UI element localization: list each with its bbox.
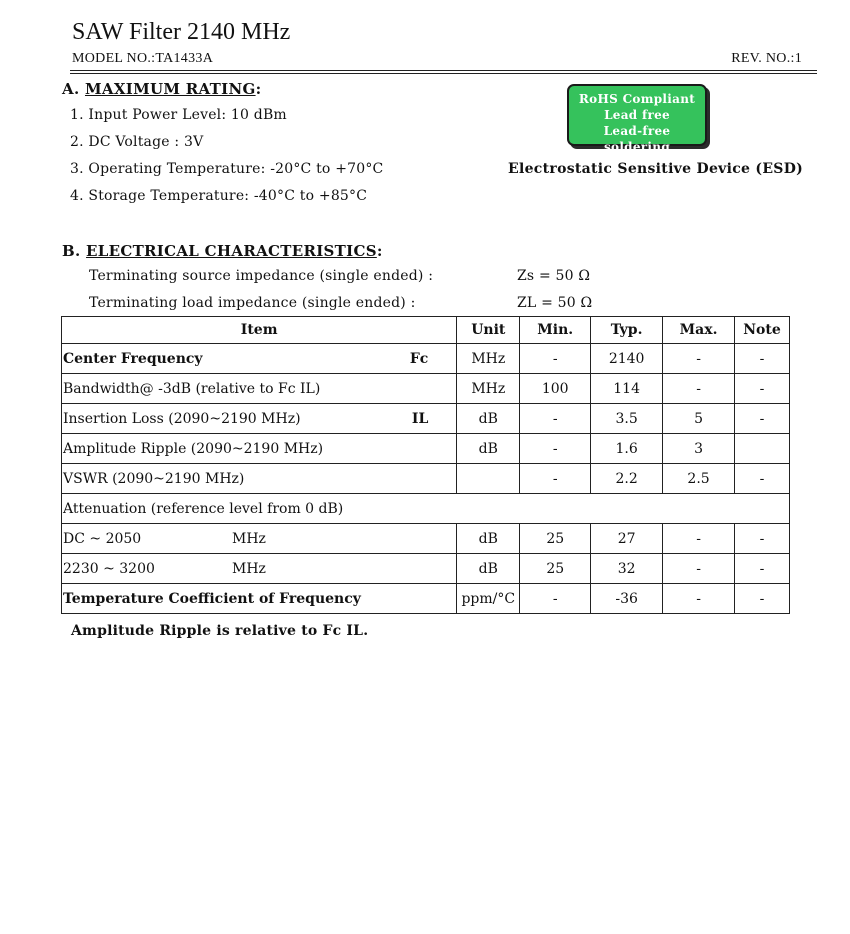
- row-typ: 2140: [591, 344, 663, 374]
- row-min: 100: [520, 374, 591, 404]
- rating-item-4: 4. Storage Temperature: -40°C to +85°C: [70, 188, 368, 204]
- row-typ: 2.2: [591, 464, 663, 494]
- attenuation-row: [62, 494, 790, 524]
- row-typ: 32: [591, 554, 663, 584]
- section-b-prefix: B.: [62, 242, 87, 260]
- table-row: [62, 524, 790, 554]
- esd-label: Electrostatic Sensitive Device (ESD): [508, 161, 804, 177]
- row-range-unit: MHz: [232, 560, 266, 577]
- row-max: -: [663, 344, 735, 374]
- row-item: [62, 554, 457, 584]
- row-item: Temperature Coefficient of Frequency: [62, 584, 457, 614]
- row-unit: dB: [457, 404, 520, 434]
- row-max: 2.5: [663, 464, 735, 494]
- section-b-title: ELECTRICAL CHARACTERISTICS: [86, 242, 377, 260]
- row-note: -: [735, 404, 790, 434]
- source-impedance-value: Zs = 50 Ω: [517, 268, 591, 284]
- row-note: -: [735, 344, 790, 374]
- badge-line-3: Lead-free soldering: [603, 124, 671, 154]
- row-note: -: [735, 464, 790, 494]
- row-min: -: [520, 464, 591, 494]
- row-item-label: Bandwidth@ -3dB (relative to Fc IL): [63, 380, 321, 397]
- header-max: Max.: [663, 317, 735, 344]
- header-unit: Unit: [457, 317, 520, 344]
- row-range: DC ~ 2050: [63, 530, 142, 547]
- row-unit: [457, 464, 520, 494]
- attenuation-label: Attenuation (reference level from 0 dB): [62, 494, 790, 524]
- row-unit: MHz: [457, 344, 520, 374]
- row-max: -: [663, 554, 735, 584]
- table-row: [62, 374, 790, 404]
- header-note: Note: [735, 317, 790, 344]
- row-note: -: [735, 524, 790, 554]
- row-typ: 3.5: [591, 404, 663, 434]
- section-b-suffix: :: [376, 242, 383, 260]
- row-range-unit: MHz: [232, 530, 266, 547]
- badge-line-2: Lead free: [604, 108, 670, 122]
- document-title: SAW Filter 2140 MHz: [72, 19, 291, 45]
- row-unit: dB: [457, 524, 520, 554]
- row-item: [62, 524, 457, 554]
- row-min: -: [520, 344, 591, 374]
- row-unit: dB: [457, 554, 520, 584]
- section-a-heading: [62, 80, 261, 98]
- row-min: -: [520, 404, 591, 434]
- row-typ: 27: [591, 524, 663, 554]
- row-note: [735, 434, 790, 464]
- rating-item-2: 2. DC Voltage : 3V: [70, 134, 204, 150]
- table-row: [62, 434, 790, 464]
- table-row: [62, 404, 790, 434]
- source-impedance-label: Terminating source impedance (single ended) :: [89, 268, 434, 284]
- row-typ: 1.6: [591, 434, 663, 464]
- load-impedance-label: Terminating load impedance (single ended) :: [89, 295, 416, 311]
- table-row: [62, 584, 790, 614]
- table-row: [62, 344, 790, 374]
- header-item: Item: [62, 317, 457, 344]
- row-max: 5: [663, 404, 735, 434]
- rohs-badge: [567, 84, 707, 154]
- model-number: MODEL NO.:TA1433A: [72, 51, 214, 66]
- rating-item-3: 3. Operating Temperature: -20°C to +70°C: [70, 161, 384, 177]
- footnote: Amplitude Ripple is relative to Fc IL.: [71, 623, 369, 639]
- row-min: 25: [520, 554, 591, 584]
- rating-item-1: 1. Input Power Level: 10 dBm: [70, 107, 287, 123]
- row-note: -: [735, 554, 790, 584]
- header-rule-bottom: [70, 73, 817, 74]
- row-item-label: Insertion Loss (2090~2190 MHz): [63, 410, 301, 427]
- row-item: [62, 374, 457, 404]
- row-typ: 114: [591, 374, 663, 404]
- row-unit: MHz: [457, 374, 520, 404]
- section-a-suffix: :: [255, 80, 262, 98]
- row-item-label: Amplitude Ripple (2090~2190 MHz): [63, 440, 324, 457]
- row-min: 25: [520, 524, 591, 554]
- row-item: [62, 404, 457, 434]
- row-min: -: [520, 584, 591, 614]
- row-symbol: Fc: [409, 350, 429, 367]
- section-a-prefix: A.: [62, 80, 85, 98]
- row-unit: dB: [457, 434, 520, 464]
- row-range: 2230 ~ 3200: [63, 560, 155, 577]
- table-row: [62, 554, 790, 584]
- row-max: -: [663, 584, 735, 614]
- header-min: Min.: [520, 317, 591, 344]
- row-unit: ppm/°C: [457, 584, 520, 614]
- row-item: [62, 434, 457, 464]
- row-item-label: VSWR (2090~2190 MHz): [63, 470, 245, 487]
- badge-line-1: RoHS Compliant: [578, 92, 696, 106]
- table-header-row: [62, 317, 790, 344]
- row-max: 3: [663, 434, 735, 464]
- header-typ: Typ.: [591, 317, 663, 344]
- electrical-characteristics-table: [61, 316, 790, 614]
- row-symbol: IL: [411, 410, 429, 427]
- header-rule-top: [70, 70, 817, 71]
- row-item-label: Center Frequency: [63, 350, 203, 367]
- row-typ: -36: [591, 584, 663, 614]
- section-b-heading: [62, 242, 383, 260]
- row-item: [62, 344, 457, 374]
- row-max: -: [663, 524, 735, 554]
- row-max: -: [663, 374, 735, 404]
- load-impedance-value: ZL = 50 Ω: [517, 295, 593, 311]
- row-item: [62, 464, 457, 494]
- revision-number: REV. NO.:1: [731, 51, 802, 66]
- section-a-title: MAXIMUM RATING: [84, 80, 256, 98]
- row-note: -: [735, 584, 790, 614]
- row-note: -: [735, 374, 790, 404]
- table-row: [62, 464, 790, 494]
- row-min: -: [520, 434, 591, 464]
